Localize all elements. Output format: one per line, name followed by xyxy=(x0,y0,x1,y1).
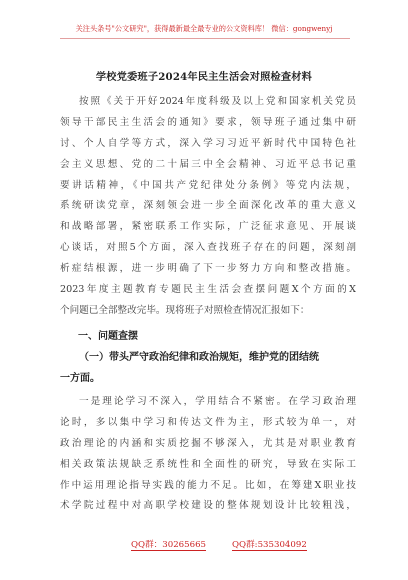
intro-line: 要讲话精神，《中国共产党纪律处分条例》等党内法规， xyxy=(60,179,356,191)
sub-heading-line: （一）带头严守政治纪律和政治规矩，维护党的团结统 xyxy=(79,352,319,363)
footer xyxy=(0,538,408,552)
intro-line: 和战略部署，紧密联系工作实际，广泛征求意见、开展谈 xyxy=(60,221,356,233)
document-title: 学校党委班子2024年民主生活会对照检查材料 xyxy=(95,71,313,83)
body-line: 相关政策法规缺乏系统性和全面性的研究，导致在实际工 xyxy=(60,458,356,470)
intro-line: 2023年度主题教育专题民主生活会查摆问题X个方面的X xyxy=(60,284,356,296)
intro-line: 领导干部民主生活会的通知》要求，领导班子通过集中研 xyxy=(60,116,356,128)
footer-qq-group-2[interactable] xyxy=(232,538,307,550)
footer-qq-group-2-underline xyxy=(232,550,307,551)
body-line: 政治理论的内涵和实质挖掘不够深入，尤其是对职业教育 xyxy=(60,437,356,449)
intro-line: 会主义思想、党的二十届三中全会精神、习近平总书记重 xyxy=(60,158,356,170)
body-paragraph xyxy=(60,392,356,517)
section-heading: 一、问题查摆 xyxy=(78,331,138,342)
intro-line: 讨、个人自学等方式，深入学习习近平新时代中国特色社 xyxy=(60,137,356,149)
body-line: 论时，多以集中学习和传达文件为主，形式较为单一，对 xyxy=(60,416,356,428)
footer-qq-group-1-text: QQ群：30265665 xyxy=(131,540,207,550)
body-line: 术学院过程中对高职学校建设的整体规划设计比较粗浅， xyxy=(60,500,356,512)
footer-qq-group-1-underline xyxy=(131,550,206,551)
header-divider xyxy=(60,38,350,39)
footer-qq-group-2-text: QQ群:535304092 xyxy=(232,540,307,550)
header-banner: 关注头条号"公文研究"，获得最新最全最专业的公文资料库！ 微信：gongwenyj xyxy=(75,24,333,33)
intro-paragraph xyxy=(60,92,356,322)
body-line: 一是理论学习不深入，学用结合不紧密。在学习政治理 xyxy=(79,396,356,407)
intro-line: 按照《关于开好2024年度科级及以上党和国家机关党员 xyxy=(79,96,356,107)
intro-line: 析症结根源，进一步明确了下一步努力方向和整改措施。 xyxy=(60,263,356,275)
intro-line: 个问题已全部整改完毕。现将班子对照检查情况汇报如下： xyxy=(60,304,310,316)
intro-line: 心谈话，对照5个方面，深入查找班子存在的问题，深刻剖 xyxy=(60,242,356,254)
sub-heading xyxy=(60,348,356,390)
footer-qq-group-1[interactable] xyxy=(131,538,206,550)
intro-line: 系统研读党章，深刻领会进一步全面深化改革的重大意义 xyxy=(60,200,356,212)
sub-heading-line: 一方面。 xyxy=(60,372,100,384)
body-line: 作中运用理论指导实践的能力不足。比如，在筹建X职业技 xyxy=(60,479,356,491)
